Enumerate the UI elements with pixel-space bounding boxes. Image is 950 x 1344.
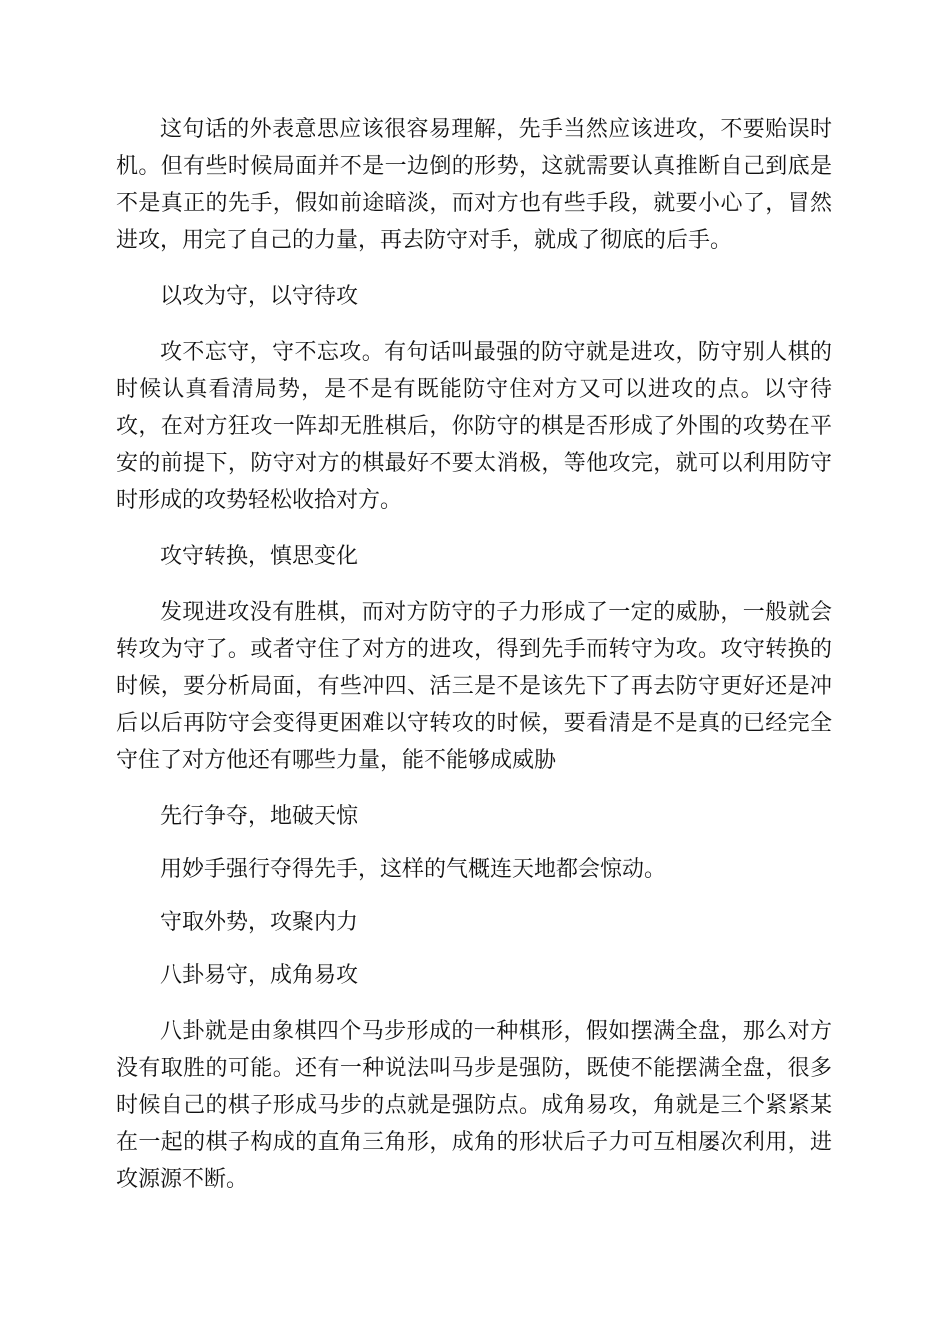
heading-attack-as-defense: 以攻为守，以守待攻 — [160, 284, 359, 309]
heading-outer-inner: 守取外势，攻聚内力 — [160, 910, 359, 935]
heading-seize-initiative: 先行争夺，地破天惊 — [160, 804, 359, 829]
heading-bagua: 八卦易守，成角易攻 — [160, 963, 359, 988]
paragraph-bagua: 八卦就是由象棋四个马步形成的一种棋形，假如摆满全盘，那么对方没有取胜的可能。还有一种说法叫马步是强防，既使不能摆满全盘，很多时候自己的棋子形成马步的点就是强防点。成角易攻，角就是三个紧紧某在一起的棋子构成的直角三角形，成角的形状后子力可互相屡次利用，进攻源源不断。 — [116, 1019, 832, 1192]
paragraph-switch: 发现进攻没有胜棋，而对方防守的子力形成了一定的威胁，一般就会转攻为守了。或者守住了对方的进攻，得到先手而转守为攻。攻守转换的时候，要分析局面，有些冲四、活三是不是该先下了再去防守更好还是冲后以后再防守会变得更困难以守转攻的时候，要看清是不是真的已经完全守住了对方他还有哪些力量，能不能够成威胁 — [116, 600, 832, 773]
heading-switch: 攻守转换，慎思变化 — [160, 544, 359, 569]
document-body — [116, 111, 832, 1198]
line-brilliant-move: 用妙手强行夺得先手，这样的气概连天地都会惊动。 — [160, 857, 667, 882]
paragraph-attack-defense: 攻不忘守，守不忘攻。有句话叫最强的防守就是进攻，防守别人棋的时候认真看清局势，是不是有既能防守住对方又可以进攻的点。以守待攻，在对方狂攻一阵却无胜棋后，你防守的棋是否形成了外围的攻势在平安的前提下，防守对方的棋最好不要太消极，等他攻完，就可以利用防守时形成的攻势轻松收拾对方。 — [116, 340, 832, 513]
paragraph-first-move: 这句话的外表意思应该很容易理解，先手当然应该进攻，不要贻误时机。但有些时候局面并不是一边倒的形势，这就需要认真推断自己到底是不是真正的先手，假如前途暗淡，而对方也有些手段，就要小心了，冒然进攻，用完了自己的力量，再去防守对手，就成了彻底的后手。 — [116, 117, 832, 253]
